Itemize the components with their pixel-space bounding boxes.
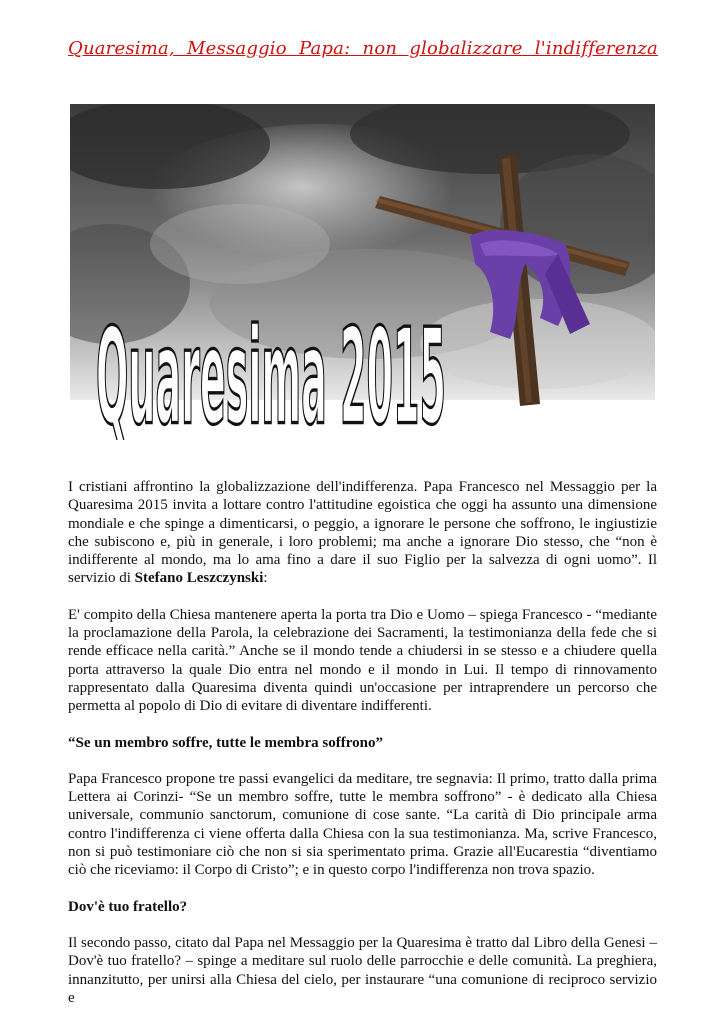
- paragraph-3: Papa Francesco propone tre passi evangelici da meditare, tre segnavia: Il primo, tratto dalla prima Lettera ai Corinzi- “Se un membro soffre, tutte le membra soffrono” - è dedicato alla Chiesa universale, communio sanctorum, comunione di cose sante. “La carità di Dio principale arma contro l'indifferenza ci viene offerta dalla Chiesa con la sua testimonianza. Ma, scrive Francesco, non si può testimoniare ciò che non si sia sperimentato prima. Grazie all'Eucarestia “diventiamo ciò che riceviamo: il Corpo di Cristo”; e in questo corpo l'indifferenza non trova spazio.: [68, 770, 657, 879]
- article-title: Quaresima, Messaggio Papa: non globalizzare l'indifferenza: [68, 38, 658, 59]
- svg-text:Quaresima 2015: Quaresima 2015: [96, 301, 446, 440]
- lent-banner-image: [70, 104, 655, 440]
- paragraph-4: Il secondo passo, citato dal Papa nel Messaggio per la Quaresima è tratto dal Libro della Genesi – Dov'è tuo fratello? – spinge a meditare sul ruolo delle parrocchie e delle comunità. La preghiera, innanzitutto, per unirsi alla Chiesa del cielo, per instaurare “una comunione di reciproco servizio e: [68, 934, 657, 1006]
- banner-title-graphic: [96, 301, 446, 440]
- author-suffix: :: [263, 570, 268, 587]
- intro-paragraph: [68, 478, 657, 588]
- paragraph-2: E' compito della Chiesa mantenere aperta la porta tra Dio e Uomo – spiega Francesco - “mediante la proclamazione della Parola, la celebrazione dei Sacramenti, la testimonianza della fede che si rende efficace nella carità.” Anche se il mondo tende a chiudersi in se stesso e a chiudere quella porta attraverso la quale Dio entra nel mondo e il mondo in Lui. Il tempo di rinnovamento rappresentato dalla Quaresima diventa quindi un'occasione per intraprendere un percorso che permetta al popolo di Dio di evitare di diventare indifferenti.: [68, 606, 657, 715]
- author-name: Stefano Leszczynski: [134, 570, 264, 587]
- section-heading-2: Dov'è tuo fratello?: [68, 898, 188, 915]
- article-body: [68, 478, 657, 1025]
- section-heading-1: “Se un membro soffre, tutte le membra soffrono”: [68, 734, 383, 751]
- intro-text: I cristiani affrontino la globalizzazione dell'indifferenza. Papa Francesco nel Messaggio per la Quaresima 2015 invita a lottare contro l'attitudine egoistica che oggi ha assunto una dimensione mondiale e che spinge a dimenticarsi, o peggio, a ignorare le persone che soffrono, le ingiustizie che subiscono e, più in generale, i loro problemi; ma anche a ignorare Dio stesso, che “non è indifferente al mondo, ma lo ama fino a dare il suo Figlio per la salvezza di ogni uomo”. Il servizio di: [68, 479, 657, 587]
